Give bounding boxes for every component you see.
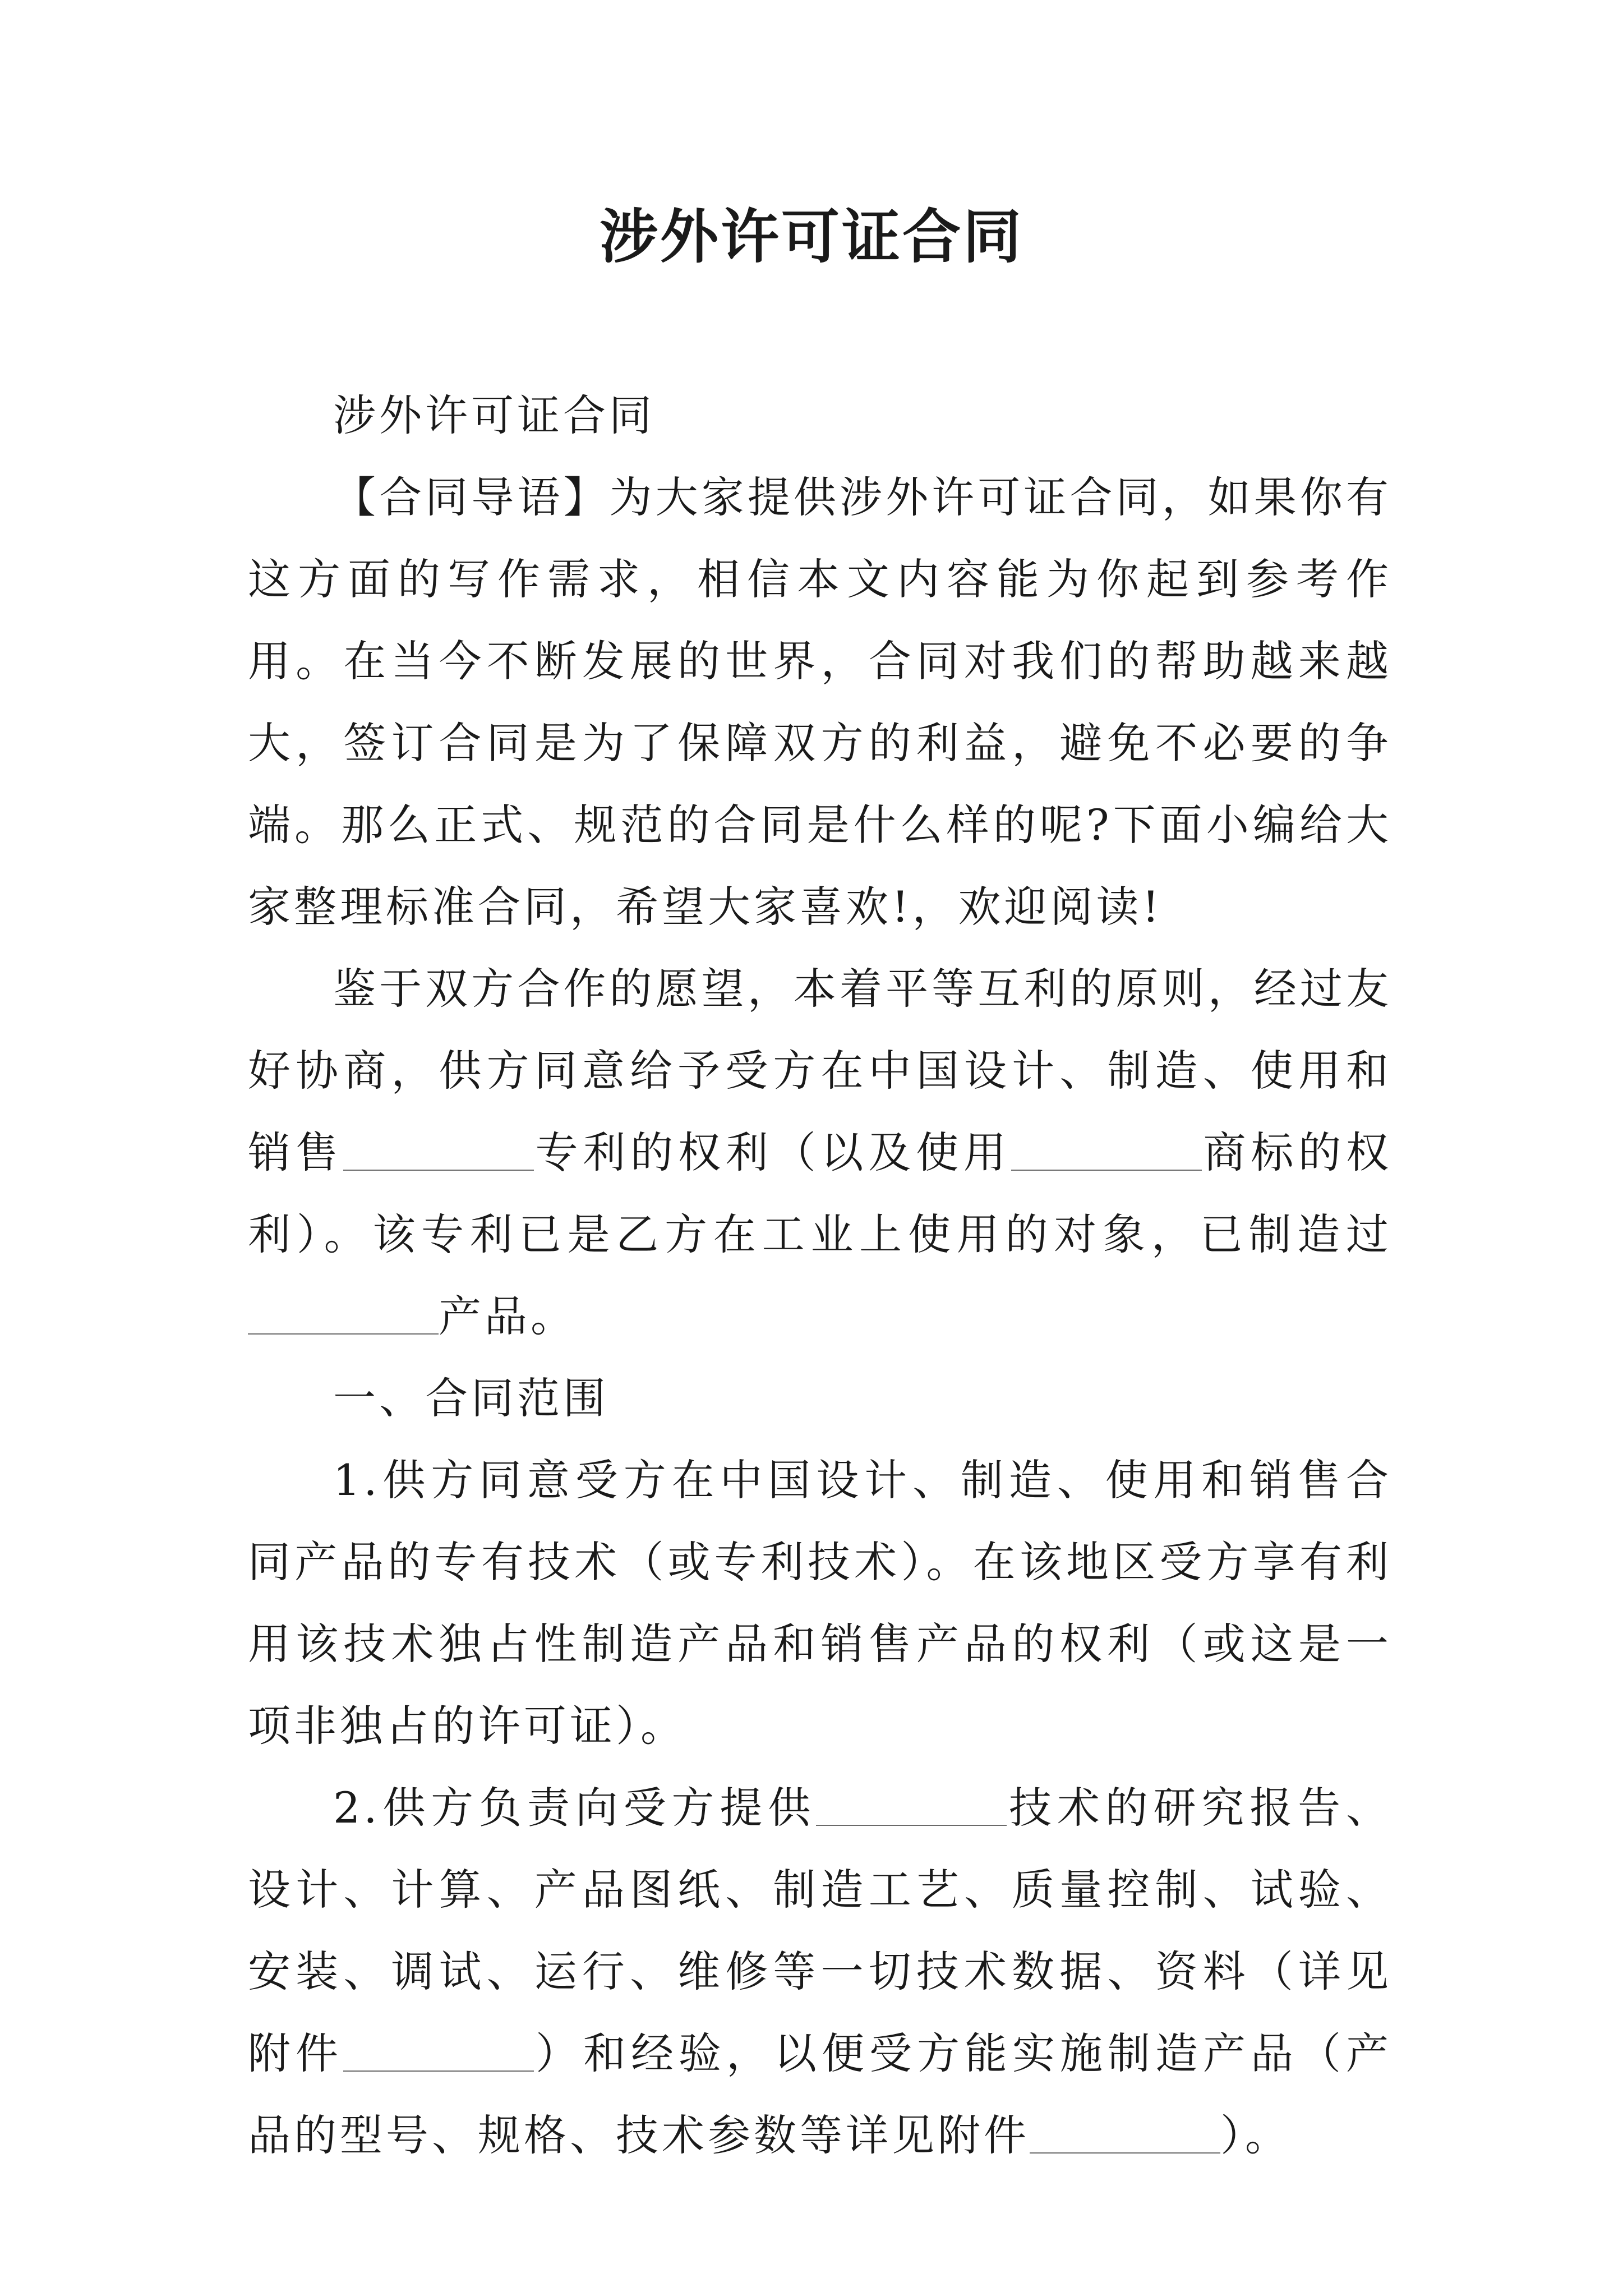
preamble-text-3: 商标的权利）。该专利已是乙方在工业上使用的对象，已制造过 bbox=[248, 1128, 1393, 1259]
blank-line bbox=[343, 1127, 534, 1171]
clause-2-text-2: 技术的研究报告、设计、计算、产品图纸、制造工艺、质量控制、试验、安装、调试、运行、维修等一切技术数据、资料（详见附件 bbox=[248, 1783, 1393, 2078]
preamble-text-4: 产品。 bbox=[439, 1291, 577, 1341]
document-heading: 涉外许可证合同 bbox=[333, 390, 655, 440]
clause-2-text-3: ）和经验，以便受方能实施制造产品（产品的型号、规格、技术参数等详见附件 bbox=[248, 2028, 1392, 2160]
blank-line bbox=[816, 1782, 1007, 1826]
blank-line bbox=[248, 1291, 439, 1335]
blank-line bbox=[1030, 2110, 1220, 2154]
blank-line bbox=[1011, 1127, 1202, 1171]
clause-1: 1.供方同意受方在中国设计、制造、使用和销售合同产品的专有技术（或专利技术）。在该地区受方享有利用该技术独占性制造产品和销售产品的权利（或这是一项非独占的许可证）。 bbox=[248, 1455, 1392, 1751]
clause-2-text-1: 2.供方负责向受方提供 bbox=[333, 1783, 817, 1833]
section-heading: 一、合同范围 bbox=[333, 1373, 609, 1423]
clause-2-text-4: ）。 bbox=[1220, 2110, 1291, 2160]
preamble-paragraph bbox=[248, 948, 1392, 1358]
intro-paragraph: 【合同导语】为大家提供涉外许可证合同，如果你有这方面的写作需求，相信本文内容能为你起到参考作用。在当今不断发展的世界，合同对我们的帮助越来越大，签订合同是为了保障双方的利益，避免不必要的争端。那么正式、规范的合同是什么样的呢?下面小编给大家整理标准合同，希望大家喜欢!，欢迎阅读! bbox=[248, 472, 1392, 932]
document-body bbox=[248, 375, 1392, 2177]
document-title: 涉外许可证合同 bbox=[599, 202, 1023, 271]
clause-2 bbox=[248, 1767, 1392, 2177]
preamble-text-1: 鉴于双方合作的愿望，本着平等互利的原则，经过友好协商，供方同意给予受方在中国设计、制造、使用和销售 bbox=[248, 964, 1392, 1177]
blank-line bbox=[343, 2028, 534, 2072]
preamble-text-2: 专利的权利（以及使用 bbox=[533, 1128, 1011, 1177]
